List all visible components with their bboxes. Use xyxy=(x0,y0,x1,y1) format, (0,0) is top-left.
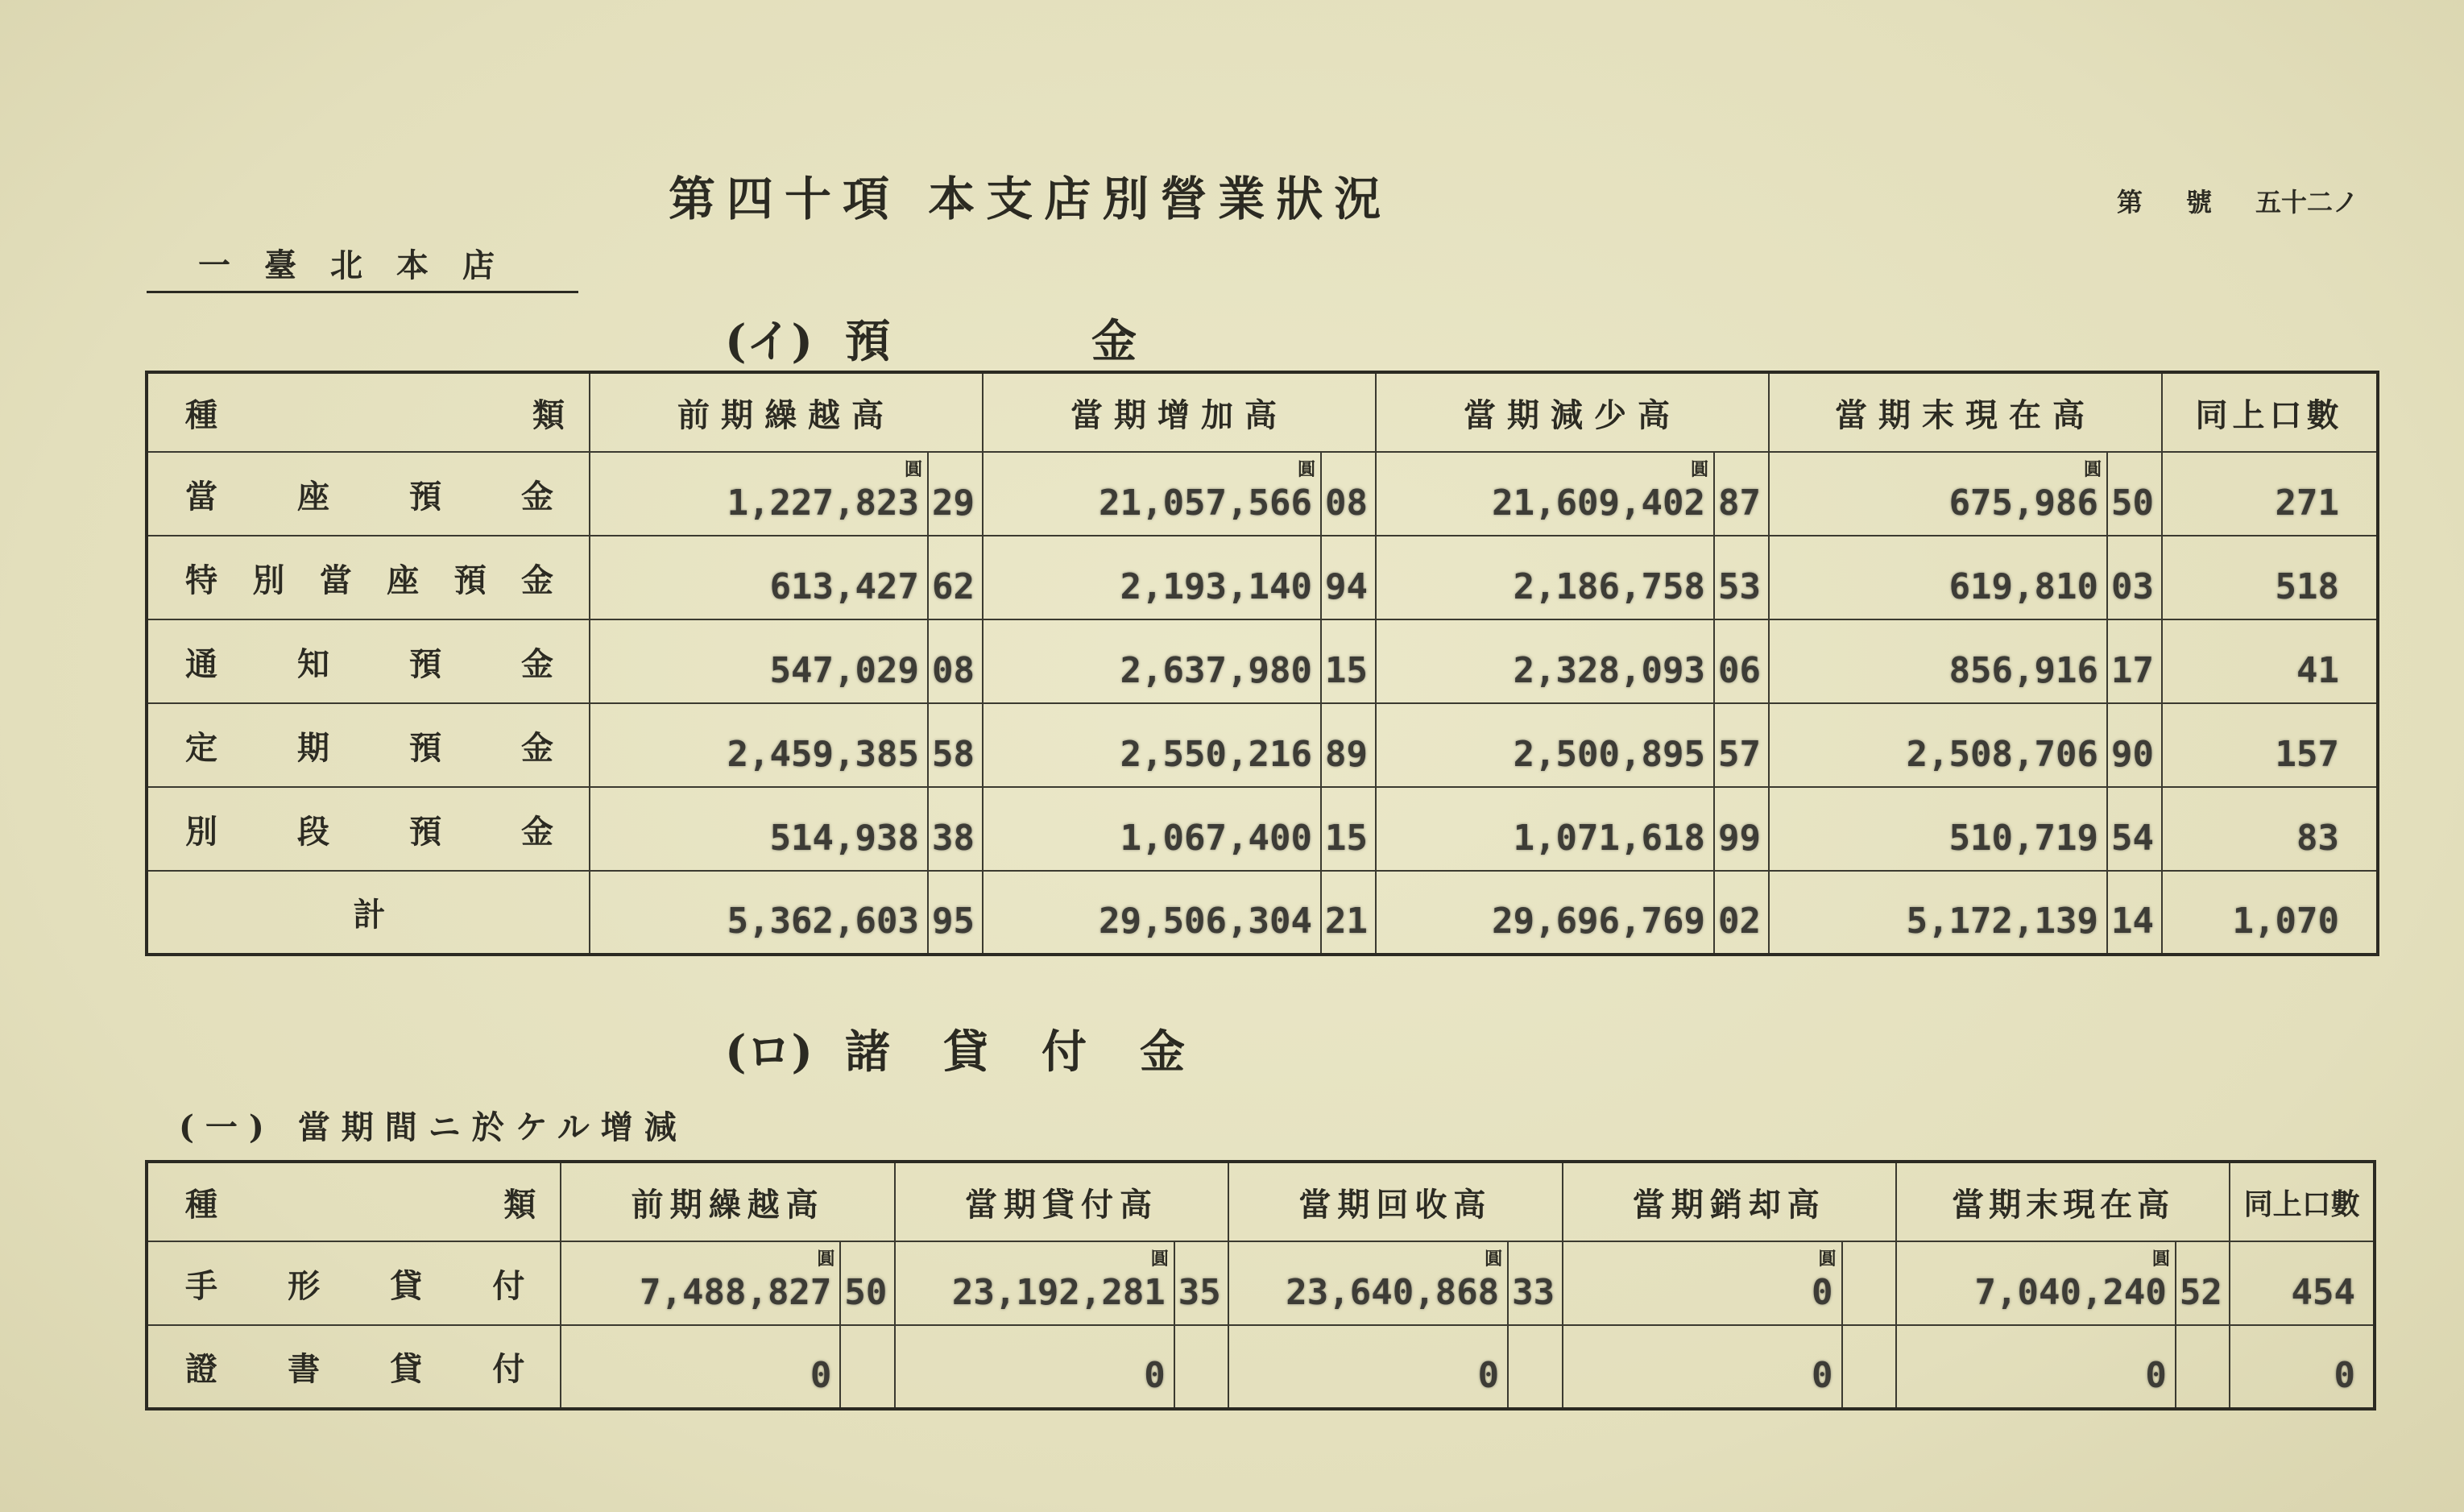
row-label xyxy=(147,1241,561,1325)
row-label-text: 特 別 當 座 預 金 xyxy=(185,561,553,599)
balance-sen: 52 xyxy=(2176,1241,2230,1325)
balance-yen: 0 xyxy=(1896,1325,2176,1409)
yen-unit: 圓 xyxy=(1818,1249,1837,1270)
carried-yen: 圓 1,227,823 xyxy=(590,452,928,536)
balance-yen: 510,719 xyxy=(1769,787,2107,871)
balance-sen: 17 xyxy=(2107,619,2162,703)
carried-sen xyxy=(840,1325,894,1409)
header-increase: 當期增加高 xyxy=(983,372,1376,452)
yen-unit: 圓 xyxy=(2083,459,2102,480)
header-balance: 當期末現在高 xyxy=(1769,372,2162,452)
carried-yen: 圓 7,488,827 xyxy=(561,1241,840,1325)
total-balance-yen: 5,172,139 xyxy=(1769,871,2107,955)
recovered-yen: 圓 23,640,868 xyxy=(1228,1241,1508,1325)
deposits-section-name: 預金 xyxy=(845,315,1338,368)
lent-yen: 0 xyxy=(895,1325,1174,1409)
increase-yen: 1,067,400 xyxy=(983,787,1321,871)
written-off-yen: 0 xyxy=(1563,1325,1842,1409)
row-label-text: 證 書 貸 付 xyxy=(185,1350,525,1388)
yen-unit: 圓 xyxy=(817,1249,835,1270)
carried-sen: 08 xyxy=(928,619,983,703)
balance-sen: 54 xyxy=(2107,787,2162,871)
header-type-left: 種 xyxy=(185,396,217,434)
written-off-yen: 圓 0 xyxy=(1563,1241,1842,1325)
written-off-sen xyxy=(1842,1325,1896,1409)
row-label-text: 別 段 預 金 xyxy=(185,812,553,851)
account-count: 83 xyxy=(2162,787,2378,871)
account-count: 41 xyxy=(2162,619,2378,703)
page-number-value: 五十二ノ xyxy=(2255,187,2358,217)
balance-yen: 856,916 xyxy=(1769,619,2107,703)
branch-heading: 一臺北本店 xyxy=(147,240,578,293)
total-carried-sen: 95 xyxy=(928,871,983,955)
row-label xyxy=(147,619,590,703)
row-label-text: 通 知 預 金 xyxy=(185,644,553,683)
yen-unit: 圓 xyxy=(1297,459,1315,480)
loans-table xyxy=(145,1160,2376,1411)
balance-sen: 50 xyxy=(2107,452,2162,536)
decrease-yen: 圓 21,609,402 xyxy=(1376,452,1714,536)
yen-unit: 圓 xyxy=(2151,1249,2170,1270)
total-label xyxy=(147,871,590,955)
header-balance: 當期末現在高 xyxy=(1896,1162,2230,1241)
increase-yen: 2,193,140 xyxy=(983,536,1321,619)
decrease-sen: 57 xyxy=(1714,703,1769,787)
increase-yen: 2,637,980 xyxy=(983,619,1321,703)
page-title: 第四十項 本支店別營業狀況 xyxy=(669,172,1393,226)
recovered-sen xyxy=(1508,1325,1562,1409)
lent-yen: 圓 23,192,281 xyxy=(895,1241,1174,1325)
header-count: 同上口數 xyxy=(2162,372,2378,452)
total-increase-sen: 21 xyxy=(1321,871,1376,955)
balance-yen: 圓 7,040,240 xyxy=(1896,1241,2176,1325)
balance-sen: 90 xyxy=(2107,703,2162,787)
carried-sen: 62 xyxy=(928,536,983,619)
loans-section-name: 諸貸付金 xyxy=(845,1025,1238,1079)
carried-sen: 29 xyxy=(928,452,983,536)
total-carried-yen: 5,362,603 xyxy=(590,871,928,955)
row-label xyxy=(147,703,590,787)
header-recovered: 當期回收高 xyxy=(1228,1162,1562,1241)
total-row xyxy=(147,871,2378,955)
loans-subsection-title: (一) 當期間ニ於ケル增減 xyxy=(179,1108,688,1146)
increase-sen: 15 xyxy=(1321,787,1376,871)
table-row xyxy=(147,536,2378,619)
total-balance-sen: 14 xyxy=(2107,871,2162,955)
deposits-table xyxy=(145,371,2379,956)
decrease-yen: 1,071,618 xyxy=(1376,787,1714,871)
loans-section-title xyxy=(725,1017,1238,1081)
account-count: 518 xyxy=(2162,536,2378,619)
total-label-text: 計 xyxy=(353,896,386,934)
decrease-sen: 87 xyxy=(1714,452,1769,536)
yen-unit: 圓 xyxy=(1690,459,1708,480)
increase-yen: 圓 21,057,566 xyxy=(983,452,1321,536)
loans-section-mark: (ロ) xyxy=(725,1025,813,1079)
account-count: 271 xyxy=(2162,452,2378,536)
lent-sen: 35 xyxy=(1174,1241,1228,1325)
header-type-right: 類 xyxy=(532,396,565,434)
account-count: 0 xyxy=(2230,1325,2375,1409)
table-row xyxy=(147,703,2378,787)
total-account-count: 1,070 xyxy=(2162,871,2378,955)
recovered-yen: 0 xyxy=(1228,1325,1508,1409)
increase-sen: 15 xyxy=(1321,619,1376,703)
row-label xyxy=(147,536,590,619)
header-carried: 前期繰越高 xyxy=(561,1162,894,1241)
header-lent: 當期貸付高 xyxy=(895,1162,1228,1241)
table-row xyxy=(147,787,2378,871)
decrease-sen: 99 xyxy=(1714,787,1769,871)
page-number xyxy=(2117,182,2358,219)
table-row xyxy=(147,1325,2375,1409)
deposits-section-mark: (イ) xyxy=(725,315,813,368)
account-count: 157 xyxy=(2162,703,2378,787)
page-number-suffix: 號 xyxy=(2185,187,2212,217)
decrease-sen: 53 xyxy=(1714,536,1769,619)
table-row xyxy=(147,619,2378,703)
total-increase-yen: 29,506,304 xyxy=(983,871,1321,955)
carried-yen: 613,427 xyxy=(590,536,928,619)
header-count: 同上口數 xyxy=(2230,1162,2375,1241)
balance-sen: 03 xyxy=(2107,536,2162,619)
header-type xyxy=(147,1162,561,1241)
balance-yen: 619,810 xyxy=(1769,536,2107,619)
carried-yen: 514,938 xyxy=(590,787,928,871)
yen-unit: 圓 xyxy=(904,459,922,480)
written-off-sen xyxy=(1842,1241,1896,1325)
deposits-section-title xyxy=(725,306,1338,371)
row-label-text: 當 座 預 金 xyxy=(185,477,553,516)
carried-yen: 2,459,385 xyxy=(590,703,928,787)
carried-yen: 547,029 xyxy=(590,619,928,703)
header-type-right: 類 xyxy=(503,1185,536,1224)
row-label-text: 手 形 貸 付 xyxy=(185,1266,525,1305)
balance-yen: 2,508,706 xyxy=(1769,703,2107,787)
header-decrease: 當期減少高 xyxy=(1376,372,1769,452)
table-row xyxy=(147,452,2378,536)
yen-unit: 圓 xyxy=(1485,1249,1503,1270)
header-carried: 前期繰越高 xyxy=(590,372,983,452)
lent-sen xyxy=(1174,1325,1228,1409)
total-decrease-sen: 02 xyxy=(1714,871,1769,955)
decrease-yen: 2,186,758 xyxy=(1376,536,1714,619)
increase-sen: 94 xyxy=(1321,536,1376,619)
increase-sen: 08 xyxy=(1321,452,1376,536)
recovered-sen: 33 xyxy=(1508,1241,1562,1325)
carried-yen: 0 xyxy=(561,1325,840,1409)
decrease-yen: 2,500,895 xyxy=(1376,703,1714,787)
page-number-prefix: 第 xyxy=(2117,187,2143,217)
account-count: 454 xyxy=(2230,1241,2375,1325)
increase-sen: 89 xyxy=(1321,703,1376,787)
balance-sen xyxy=(2176,1325,2230,1409)
increase-yen: 2,550,216 xyxy=(983,703,1321,787)
decrease-yen: 2,328,093 xyxy=(1376,619,1714,703)
header-type xyxy=(147,372,590,452)
carried-sen: 58 xyxy=(928,703,983,787)
row-label xyxy=(147,1325,561,1409)
balance-yen: 圓 675,986 xyxy=(1769,452,2107,536)
decrease-sen: 06 xyxy=(1714,619,1769,703)
header-written-off: 當期銷却高 xyxy=(1563,1162,1896,1241)
total-decrease-yen: 29,696,769 xyxy=(1376,871,1714,955)
yen-unit: 圓 xyxy=(1150,1249,1169,1270)
row-label xyxy=(147,452,590,536)
carried-sen: 50 xyxy=(840,1241,894,1325)
row-label-text: 定 期 預 金 xyxy=(185,728,553,767)
carried-sen: 38 xyxy=(928,787,983,871)
row-label xyxy=(147,787,590,871)
header-type-left: 種 xyxy=(185,1185,217,1224)
table-row xyxy=(147,1241,2375,1325)
